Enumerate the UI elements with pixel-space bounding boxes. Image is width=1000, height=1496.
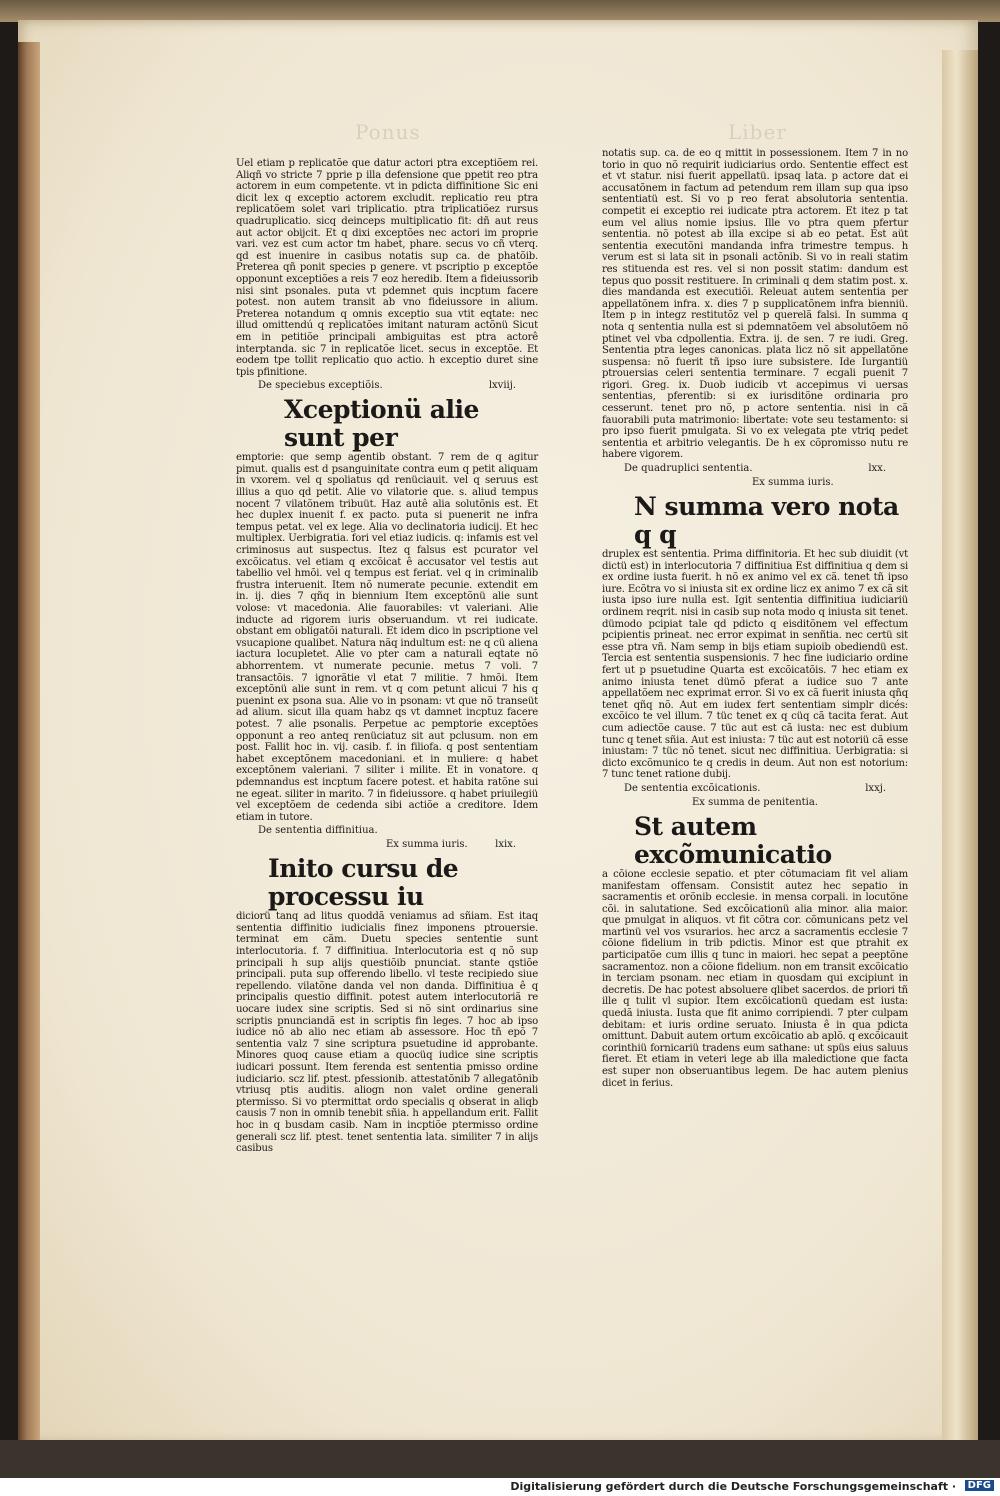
left-paragraph-2: emptorie: que semp agentib obstant. 7 rem de q agitur pimut. qualis est d psanguinitate contra eum q petit aliquam in vxorem. vel q spoliatus qd renüciauit. vel q seruus est illius a quo qd petit. Alie vo vilatorie que. s. aliud tempus nocent 7 vilatõnem tribuüt. Haz autê alia solutõnis est. Et hec duplex inuenit f. ex pacto. puta si puenerit ne infra tempus petat. vel ex lege. Alia vo declinatoria iudicij. Et hec multiplex. Uerbigratia. fori vel etiaz iudicis. q: infamis est vel criminosus aut suspectus. Itez q falsus est pcurator vel excõicatus. vel etiam q excõicat ê accusator vel testis aut tabellio vel hmõi. vel q tempus est feriat. vel q in criminalib frustra interuenit. Item nõ numerate pecunie. extendit em in. ij. dies 7 qñq in biennium Item exceptõnü alie sunt volose: vt macedonia. Alie fauorabiles: vt valeriani. Alie inducte ad rigorem iuris obseruandum. vt rei iudicate. obstant em obligatõi naturali. Et idem dico in pscriptione vel vsucapione qualibet. Natura nãq indultum est: ne q cü aliena iactura locupletet. Alie vo pter cam a naturali eqtate nõ abhorrentem. vt numerate pecunie. metus 7 voli. 7 transactõis. 7 ignorãtie vl etat 7 militie. 7 hmõi. Item exceptõnü alie sunt in rem. vt q com petunt alicui 7 his q puenint ex psona sua. Alie vo in psonam: vt que nõ transeüt ad alium. sicut illa quam habz qs vt damnet incptuz facere potest. 7 alie psonalis. Perpetue ac pemptorie exceptões opponunt a reo anteq renüciatuz sit aut pclusum. non em post. Fallit hoc in. vij. casib. f. in filiofa. q post sententiam habet exceptõnem macedoniani. et in muliere: q habet exceptõnem valeriani. 7 siliter i milite. Et in vonatore. q pdemnandus est incptum facere potest. et habita ratõne sui ne egeat. siliter in marito. 7 in fideiussore. q habet priuilegiü vel exceptõem de cedenda sibi actiõe a creditore. Idem etiam in tutore.	[236, 452, 538, 823]
left-chapter-title-1	[258, 380, 538, 392]
right-chapter-title-1	[624, 463, 908, 475]
left-heading-2: Inito cursu de processu iu	[268, 854, 459, 912]
chapter-number: lxix.	[495, 839, 516, 851]
right-source-note-2: Ex summa de penitentia.	[692, 796, 818, 808]
right-paragraph-2: druplex est sententia. Prima diffinitoria. Et hec sub diuidit (vt dictü est) in interlocutoria 7 diffinitiua Est diffinitiua q dem si ex ordine iusta fuerit. h nõ ex animo vel ex cã. tenet tñ ipso iure. Ecõtra vo si iniusta sit ex ordine licz ex animo 7 ex cã sit iusta ipso iure nulla est. Igit sententia diffinitiua iudiciariü ordinem reqrit. nisi in casib sup nota modo q iniusta sit tenet. dümodo pcipiat tale qd pdicto q eisditõnem vel effectum pcipientis prineat. nec error expimat in senñtia. nec certü sit esse ptra vñ. Nam semp in bijs etiam supioib obediendü est. Tercia est sententia suspensionis. 7 hec fine iudiciario ordine fert ut p psuetudine Quarta est excõicatõis. 7 hec etiam ex animo iniusta tenet dümõ pferat a iudice suo 7 ante appellatõem nec exprimat error. Si vo ex cã fuerit iniusta qñq tenet qñq nõ. Aut em iudex fert sententiam simplr dicés: excõico te vel illum. 7 tüc tenet ex q cüq cã tacita ferat. Aut cum adiectõe cause. 7 tüc aut est cã iusta: nec est dubium tunc q tenet sñia. Aut est iniusta: 7 tüc aut est notoriü cã esse iniustam: 7 tüc nõ tenet. sicut nec diffinitiua. Uerbigratia: si dicto excõmunico te q credis in deum. Aut non est notorium: 7 tunc tenet ratione dubij.	[602, 549, 908, 781]
right-source-note-1: Ex summa iuris.	[752, 477, 834, 489]
right-paragraph-1: notatis sup. ca. de eo q mittit in possessionem. Item 7 in no torio in quo nõ requirit iudiciarius ordo. Sententie effect est et vt statur. nisi fuerit appellatü. ipsaq lata. p actore dat ei accusatõnem in factum ad petendum rem illam sup qua ipso sententiatü est. Si vo p reo ferat absolutoria sententia. competit ei exceptio rei iudicate ptra actorem. Et itez p tat eum vel alius nomie ipsius. Ille vo ptra quem pfertur sententia. nõ potest ab illa excipe si ab eo petat. Est aüt sententia executõni mandanda infra trimestre tempus. h verum est si lata sit in psonali actõnib. Si vo in reali statim res stituenda est res. vel si non possit statim: dandum est tepus quo possit restituere. In criminali q dem statim post. x. dies mandanda est executiõi. Releuat autem sententia per appellatõnem infra. x. dies 7 p supplicatõnem infra bienniü. Item p in integz restitutõz vel p querelã falsi. In summa q nota q sententia nulla est si pdemnatõem vel absolutõem nõ ptinet vel vba cdpollentia. Extra. ij. de sen. 7 re iudi. Greg. Sententia ptra leges canonicas. plata licz nõ sit appellatõne suspensa: nõ fuerit tñ ipso iure subsistere. Ide Iurgantiü ptrouersias celeri sententia terminare. 7 ecgali puenit 7 rigori. Greg. ix. Duob iudicib vt accepimus vi uersas sententias, pferentib: si ex iurisditõne ordinaria pro cesserunt. tenet pro nõ, p actore sententia. nisi in cã fauorabili puta matrimonio: libertate: vote seu testamento: si pro ipso fuerit pmulgata. Si vo ex velegata pte vtriq pedet sententia et arbitrio velegantis. De h ex cõpromisso nutu re habere vigorem.	[602, 148, 908, 461]
left-paragraph-1: Uel etiam p replicatõe que datur actori ptra exceptiõem rei. Aliqñ vo stricte 7 pprie p illa defensione que ppetit reo ptra actorem in eum competente. vt in pdicta diffinitione Sic eni dicit lex q exceptio actorem excludit. replicatio reu ptra replicatõem solet vari triplicatio. ptra triplicatiõez rursus quadruplicatio. sicq deinceps multiplicatio fit: dñ aut reus aut actor obijcit. Et q dixi exceptões nec actori im proprie vari. vez est cum actor tm habet, phare. secus vo cñ vterq. qd est inuenire in casibus notatis sup ca. de phatõib. Preterea qñ ponit species p genere. vt pscriptio p exceptõe opponunt exceptiões a reis 7 eoz heredib. Item a fideiussorib nisi sint psonales. puta vt pdemnet quis incptum facere potest. non autem transit ab vno fideiussore in alium. Preterea notandum q omnis exceptio sua vtit eqtate: nec illud omittendú q replicatões imitant naturam actõnü Sicut em in petitiõe principali ambiguitas est ptra actorê interptanda. sic 7 in replicatõe licet. secus in exceptõe. Et eodem tpe tollit replicatio quo actio. h exceptio duret sine tpis pfinitione.	[236, 158, 538, 378]
chapter-title-text: De speciebus exceptiõis.	[258, 380, 383, 392]
funding-credit: Digitalisierung gefördert durch die Deutsche Forschungsgemeinschaft ·	[510, 1480, 956, 1493]
right-paragraph-3: a cõione ecclesie sepatio. et pter cõtumaciam fit vel aliam manifestam offensam. Consistit autez hec sepatio in sacramentis et orõnib ecclesie. in mensa corpali. in locutõne cõi. in salutatione. Sed excõicationü alia minor. alia maior. que pmulgat in aliquos. vt fit cõtra cor. cõmunicans petz vel martinü vel vos vsurarios. hec arcz a sacramentis ecclesie 7 cõione fidelium in trib pdictis. Minor est que ptrahit ex participatõe cum illis q tunc in maiori. hec sepat a peeptõne sacramentoz. non a cõione fidelium. non em transit excõicatio in terciam psonam. nec etiam in quosdam qui excipiunt in decretis. De hac potest absoluere qlibet sacerdos. de priori tñ ille q tulit vl supior. Item excõicationü quedam est iusta: quedã iniusta. Iusta que fit animo corripiendi. 7 pter culpam debitam: et iuris ordine seruato. Iniusta ê in qua pdicta omittunt. Dabuit autem ortum excõicatio ab aplõ. q excõicauit corinthiü fornicariü tradens eum sathane: ut spüs eius saluus fieret. Et etiam in veteri lege ab illa maledictione que facta est super non obseruantibus legem. De hac autem plenius dicet in ferius.	[602, 868, 908, 1089]
dfg-logo: DFG	[965, 1480, 994, 1491]
right-heading-2: St autem excõmunicatio	[634, 811, 832, 869]
right-column	[602, 148, 908, 1089]
book-top-edge	[0, 0, 1000, 22]
chapter-title-text: De quadruplici sententia.	[624, 463, 753, 475]
scan-bottom-edge	[0, 1440, 1000, 1478]
right-chapter-title-2	[624, 783, 908, 795]
source-text: Ex summa iuris.	[386, 839, 468, 851]
chapter-number: lxx.	[868, 463, 886, 475]
chapter-title-text: De sententia diffinitiua.	[258, 825, 378, 837]
left-paragraph-3: diciorü tanq ad litus quoddã veniamus ad sñiam. Est itaq sententia diffinitio iudicialis finez imponens ptrouersie. terminat em cãm. Duetu species sententie sunt interlocutoria. f. 7 diffinitiua. Interlocutoria est q nõ sup principali h sup alijs questiõib pnunciat. stante qstiõe principali. puta sup offerendo libello. vl teste recipiedo siue repellendo. vilatõne danda vel non danda. Diffinitiua ê q principalis questio diffinit. potest autem interlocutoriã re uocare iudex sine scriptis. Sed si nõ sint ordinarius sine scriptis pnunciandã est in scriptis fin leges. 7 hoc ab ipso iudice nõ ab alio nec etiam ab assessore. Hoc tñ epõ 7 sententia valz 7 sine scriptura psuetudine id approbante. Minores quoq cause etiam a quocüq iudice sine scriptis iudicari possunt. Item ferenda est sententia pmisso ordine iudiciario. scz lif. ptest. pfessionib. attestatõnib 7 allegatõnib vtriusq ptis auditis. aliogn non valet ordine generali ptermisso. Si vo ptermittat ordo specialis q obserat in aliqb causis 7 non in omnib tenebit sñia. h appellandum erit. Fallit hoc in q busdam casib. Nam in incptiõe ptermisso ordine generali scz lif. ptest. tenet sententia lata. similiter 7 in alijs casibus	[236, 911, 538, 1155]
right-heading-1: N summa vero nota q q	[634, 492, 899, 550]
page-left-binding	[18, 42, 40, 1462]
running-head-right: Liber	[728, 120, 787, 144]
left-chapter-title-2	[258, 825, 538, 837]
left-source-note	[386, 839, 538, 851]
chapter-number: lxxj.	[865, 782, 886, 794]
footer-bar	[0, 1478, 1000, 1496]
running-head-left: Ponus	[355, 120, 421, 144]
chapter-title-text: De sententia excõicationis.	[624, 782, 761, 794]
left-column	[236, 158, 538, 1155]
chapter-number: lxviij.	[488, 380, 516, 392]
left-heading-1: Xceptionü alie sunt per	[284, 395, 479, 453]
page-right-edge	[942, 50, 978, 1450]
